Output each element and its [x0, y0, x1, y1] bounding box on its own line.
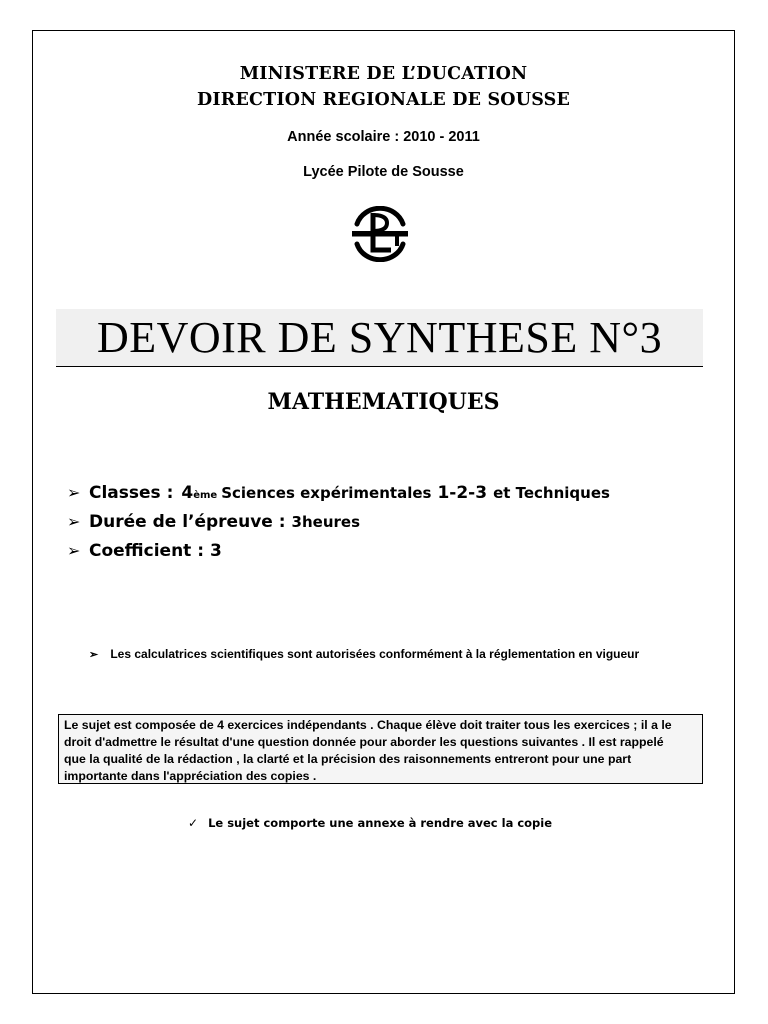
direction-heading: DIRECTION REGIONALE DE SOUSSE	[196, 90, 571, 110]
duration-value: 3heures	[291, 513, 360, 531]
annex-note	[188, 816, 552, 830]
school-year: Année scolaire : 2010 - 2011	[287, 129, 480, 145]
duration-label: Durée de l’épreuve :	[89, 512, 286, 532]
instructions-line: que la qualité de la rédaction , la clarté et la précision des raisonnements entreront pour une part	[64, 752, 632, 766]
arrow-bullet-icon: ➢	[67, 483, 81, 502]
instructions-line: importante dans l'appréciation des copies .	[64, 769, 317, 783]
arrow-bullet-icon: ➢	[67, 512, 81, 531]
classes-numbers: 1-2-3	[437, 483, 488, 503]
classes-level: 4	[181, 483, 194, 503]
calculator-note	[89, 647, 639, 661]
page-frame	[32, 30, 735, 994]
classes-suffix: et Techniques	[493, 484, 610, 502]
classes-superscript: ème	[193, 490, 218, 501]
duration-line	[67, 512, 610, 541]
classes-line	[67, 483, 610, 512]
exam-info-list	[67, 483, 610, 570]
instructions-box	[58, 714, 703, 784]
school-logo-icon	[349, 206, 411, 262]
calculator-note-text: Les calculatrices scientifiques sont autorisées conformément à la réglementation en vigueur	[110, 647, 640, 661]
instructions-line: Le sujet est composée de 4 exercices indépendants . Chaque élève doit traiter tous les exercices ; il a le	[64, 718, 672, 732]
annex-note-text: Le sujet comporte une annexe à rendre avec la copie	[208, 816, 553, 830]
ministry-heading: MINISTERE DE L’DUCATION	[239, 64, 528, 84]
coefficient-label: Coefficient : 3	[89, 541, 222, 561]
exam-title: DEVOIR DE SYNTHESE N°3	[56, 309, 703, 367]
coefficient-line	[67, 541, 610, 570]
arrow-bullet-icon: ➢	[67, 541, 81, 560]
classes-value: Sciences expérimentales	[221, 484, 432, 502]
check-icon: ✓	[188, 816, 199, 830]
instructions-line: droit d'admettre le résultat d'une question donnée pour aborder les questions suivantes . Il est rappelé	[64, 735, 664, 749]
classes-label: Classes :	[89, 483, 174, 503]
arrow-bullet-icon: ➢	[89, 649, 99, 661]
school-name: Lycée Pilote de Sousse	[303, 164, 464, 180]
subject-title: MATHEMATIQUES	[267, 389, 500, 415]
